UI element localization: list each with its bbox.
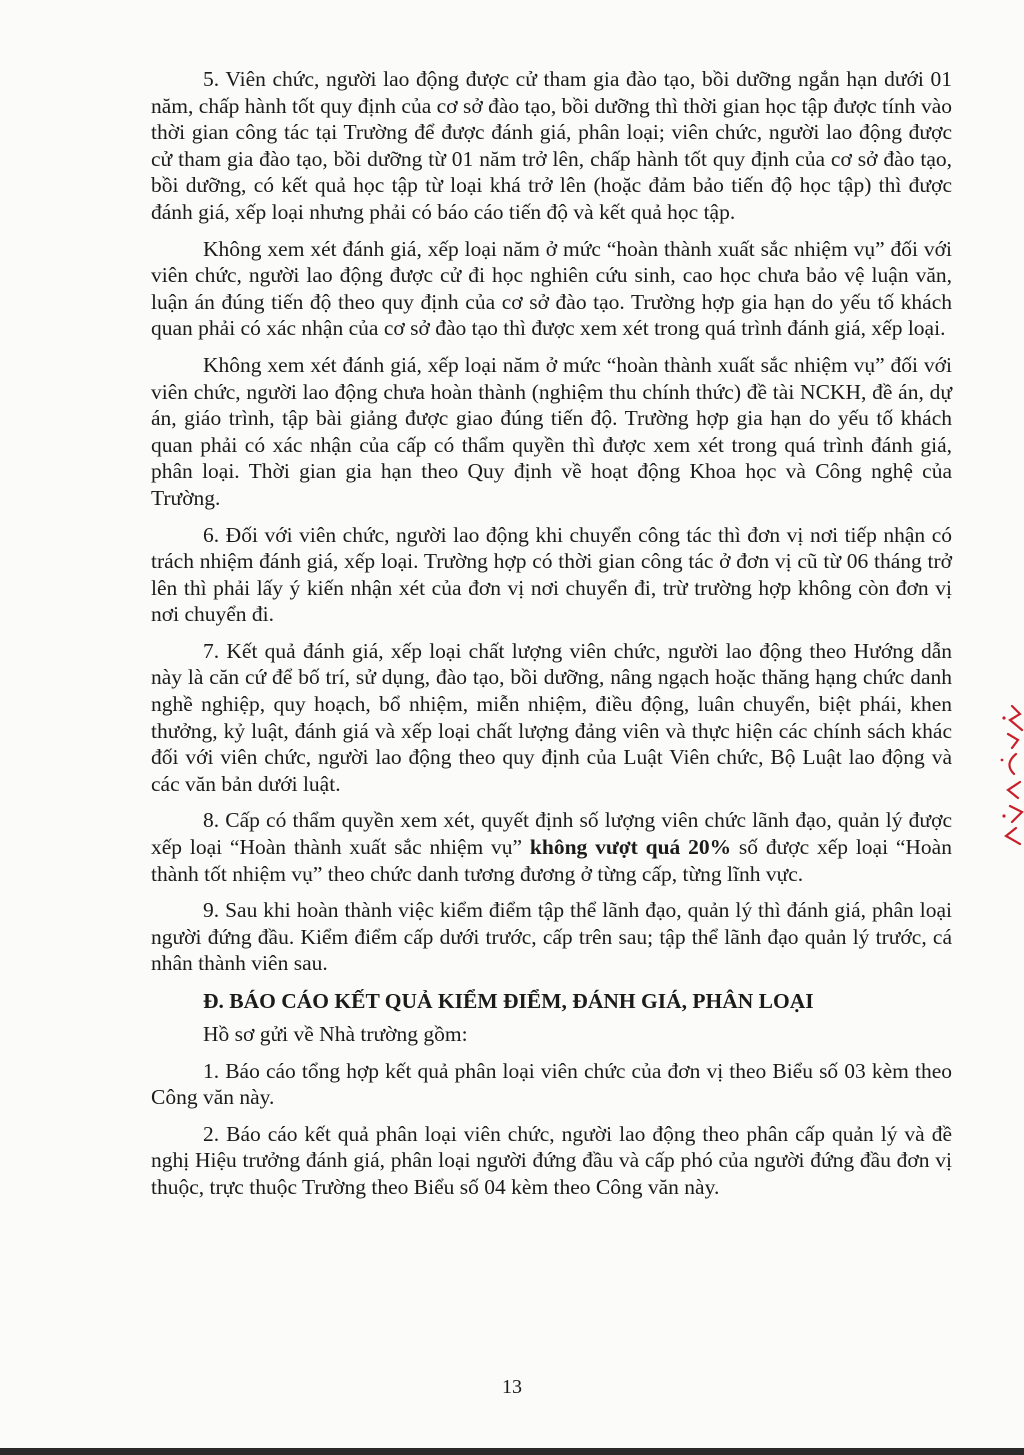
paragraph-item-8-tail: số được xếp loại “Hoàn thành tốt nhiệm vụ” theo chức danh tương đương ở từng cấp, từng lĩnh vực.	[151, 835, 952, 886]
document-body	[151, 66, 952, 1211]
paragraph-item-5-note-1: Không xem xét đánh giá, xếp loại năm ở mức “hoàn thành xuất sắc nhiệm vụ” đối với viên chức, người lao động được cử đi học nghiên cứu sinh, cao học chưa bảo vệ luận văn, luận án đúng tiến độ theo quy định của cơ sở đào tạo. Trường hợp gia hạn do yếu tố khách quan phải có xác nhận của cơ sở đào tạo thì được xem xét trong quá trình đánh giá, xếp loại.	[151, 236, 952, 341]
paragraph-item-7: 7. Kết quả đánh giá, xếp loại chất lượng viên chức, người lao động theo Hướng dẫn này là căn cứ để bố trí, sử dụng, đào tạo, bồi dưỡng, nâng ngạch hoặc thăng hạng chức danh nghề nghiệp, quy hoạch, bổ nhiệm, miễn nhiệm, điều động, luân chuyển, biệt phái, khen thưởng, kỷ luật, đánh giá và xếp loại chất lượng đảng viên và thực hiện các chính sách khác đối với viên chức, người lao động theo quy định của Luật Viên chức, Bộ Luật lao động và các văn bản dưới luật.	[151, 638, 952, 796]
paragraph-item-6: 6. Đối với viên chức, người lao động khi chuyển công tác thì đơn vị nơi tiếp nhận có trách nhiệm đánh giá, xếp loại. Trường hợp có thời gian công tác ở đơn vị cũ từ 06 tháng trở lên thì phải lấy ý kiến nhận xét của đơn vị nơi chuyển đi, trừ trường hợp không còn đơn vị nơi chuyển đi.	[151, 522, 952, 627]
section-heading: Đ. BÁO CÁO KẾT QUẢ KIỂM ĐIỂM, ĐÁNH GIÁ, PHÂN LOẠI	[203, 989, 814, 1013]
paragraph-item-5-note-2: Không xem xét đánh giá, xếp loại năm ở mức “hoàn thành xuất sắc nhiệm vụ” đối với viên chức, người lao động chưa hoàn thành (nghiệm thu chính thức) đề tài NCKH, đề án, dự án, giáo trình, tập bài giảng được giao đúng tiến độ. Trường hợp gia hạn do yếu tố khách quan phải có xác nhận của cấp có thẩm quyền thì được xem xét trong quá trình đánh giá, phân loại. Thời gian gia hạn theo Quy định về hoạt động Khoa học và Công nghệ của Trường.	[151, 352, 952, 510]
red-stamp-edge	[990, 700, 1024, 850]
page-number: 13	[502, 1376, 522, 1398]
paragraph-item-8	[151, 807, 952, 887]
report-item-2: 2. Báo cáo kết quả phân loại viên chức, người lao động theo phân cấp quản lý và đề nghị Hiệu trưởng đánh giá, phân loại người đứng đầu và cấp phó của người đứng đầu đơn vị thuộc, trực thuộc Trường theo Biểu số 04 kèm theo Công văn này.	[151, 1121, 952, 1199]
section-intro: Hồ sơ gửi về Nhà trường gồm:	[203, 1022, 468, 1046]
paragraph-item-9: 9. Sau khi hoàn thành việc kiểm điểm tập thể lãnh đạo, quản lý thì đánh giá, phân loại người đứng đầu. Kiểm điểm cấp dưới trước, cấp trên sau; tập thể lãnh đạo quản lý trước, cá nhân thành viên sau.	[151, 898, 952, 976]
paragraph-item-5: 5. Viên chức, người lao động được cử tham gia đào tạo, bồi dưỡng ngắn hạn dưới 01 năm, chấp hành tốt quy định của cơ sở đào tạo, bồi dưỡng thì thời gian học tập được tính vào thời gian công tác tại Trường để được đánh giá, phân loại; viên chức, người lao động được cử tham gia đào tạo, bồi dưỡng từ 01 năm trở lên, chấp hành tốt quy định của cơ sở đào tạo, bồi dưỡng, có kết quả học tập từ loại khá trở lên (hoặc đảm bảo tiến độ học tập) thì được đánh giá, xếp loại nhưng phải có báo cáo tiến độ và kết quả học tập.	[151, 67, 952, 224]
paragraph-item-8-lead: 8. Cấp có thẩm quyền xem xét, quyết định số lượng viên chức lãnh đạo, quản lý được xếp loại “Hoàn thành xuất sắc nhiệm vụ”	[151, 808, 952, 860]
scan-bottom-edge	[0, 1448, 1024, 1455]
quota-limit-emphasis: không vượt quá 20%	[529, 835, 732, 860]
report-item-1: 1. Báo cáo tổng hợp kết quả phân loại viên chức của đơn vị theo Biểu số 03 kèm theo Công văn này.	[151, 1058, 952, 1110]
